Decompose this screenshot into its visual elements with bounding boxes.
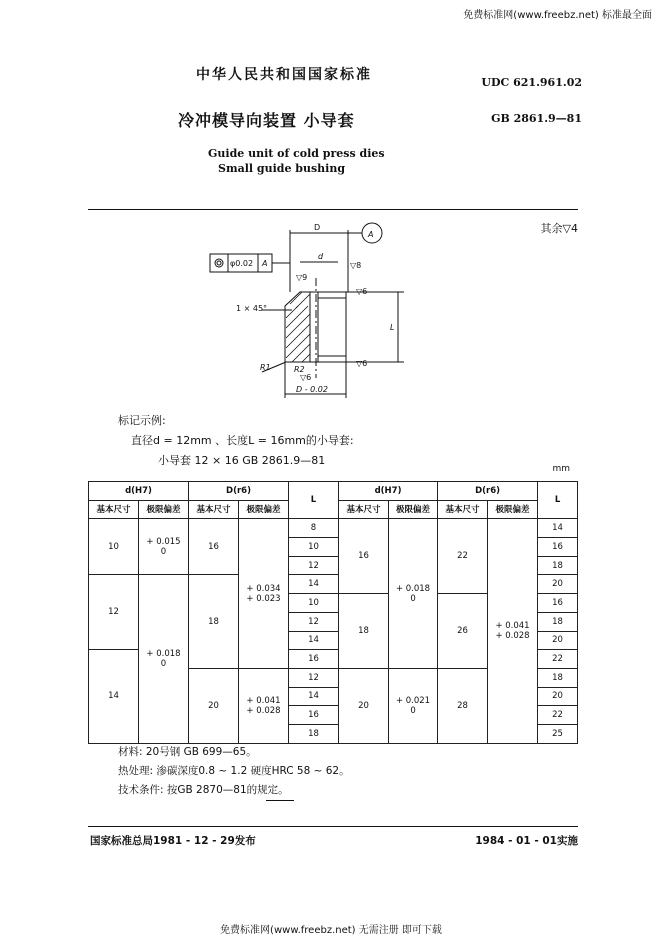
cell-L: 10	[289, 538, 339, 557]
page-title: 冷冲模导向装置 小导套	[178, 111, 355, 130]
sub-dev: 极限偏差	[239, 500, 289, 519]
dim-D: D	[314, 223, 321, 232]
cell-L-right: 20	[538, 575, 578, 594]
rough-6c: ▽6	[300, 373, 312, 382]
dim-L: L	[390, 323, 395, 332]
cell-L: 16	[289, 650, 339, 669]
cell-L-right: 18	[538, 556, 578, 575]
rough-8: ▽8	[350, 261, 362, 270]
marking-heading: 标记示例:	[118, 414, 166, 427]
cell-L: 14	[289, 687, 339, 706]
note-heat: 热处理: 渗碳深度0.8 ~ 1.2 硬度HRC 58 ~ 62。	[118, 765, 350, 777]
cell-D: 18	[189, 575, 239, 668]
gb-code: GB 2861.9—81	[491, 112, 582, 125]
spec-table	[88, 481, 578, 744]
footer-rule	[88, 826, 578, 827]
radius-R1: R1	[260, 363, 271, 372]
cell-L-right: 20	[538, 687, 578, 706]
title-en-2: Small guide bushing	[218, 162, 346, 175]
cell-L-right: 16	[538, 594, 578, 613]
cell-d: 10	[89, 519, 139, 575]
cell-L-right: 16	[538, 538, 578, 557]
notes-end-rule	[266, 800, 294, 801]
standard-org: 中华人民共和国国家标准	[196, 67, 372, 83]
sub-basic: 基本尺寸	[339, 500, 389, 519]
roughness-note: 其余▽4	[540, 222, 578, 235]
cell-d-dev: + 0.015 0	[139, 519, 189, 575]
top-banner: 免费标准网(www.freebz.net) 标准最全面	[463, 10, 652, 21]
sub-basic: 基本尺寸	[438, 500, 488, 519]
rough-9: ▽9	[296, 273, 308, 282]
rough-6: ▽6	[356, 287, 368, 296]
bottom-banner: 免费标准网(www.freebz.net) 无需注册 即可下载	[220, 925, 442, 936]
head-d-right: d(H7)	[339, 482, 438, 501]
cell-D: 16	[189, 519, 239, 575]
dim-d: d	[318, 252, 324, 261]
head-d: d(H7)	[89, 482, 189, 501]
cell-L: 12	[289, 668, 339, 687]
cell-L: 16	[289, 706, 339, 725]
cell-L-right: 20	[538, 631, 578, 650]
head-D-right: D(r6)	[438, 482, 538, 501]
cell-d-dev: + 0.018 0	[139, 575, 189, 743]
cell-d: 12	[89, 575, 139, 650]
tol-datum: A	[262, 259, 268, 268]
udc-code: UDC 621.961.02	[481, 76, 582, 89]
cell-D: 20	[189, 668, 239, 743]
cell-L: 14	[289, 575, 339, 594]
cell-L: 12	[289, 612, 339, 631]
effective-date: 1984 - 01 - 01实施	[475, 835, 578, 847]
cell-L: 18	[289, 724, 339, 743]
sub-basic: 基本尺寸	[189, 500, 239, 519]
unit-label: mm	[552, 464, 570, 474]
cell-D-right: 28	[438, 668, 488, 743]
issuer: 国家标准总局1981 - 12 - 29发布	[90, 835, 256, 847]
radius-R2: R2	[294, 365, 305, 374]
cell-D-right: 22	[438, 519, 488, 594]
sub-dev: 极限偏差	[139, 500, 189, 519]
cell-L-right: 25	[538, 724, 578, 743]
note-material: 材料: 20号钢 GB 699—65。	[118, 746, 257, 758]
cell-L-right: 18	[538, 612, 578, 631]
cell-D-right: 26	[438, 594, 488, 669]
sub-basic: 基本尺寸	[89, 500, 139, 519]
cell-L: 10	[289, 594, 339, 613]
cell-d-right: 18	[339, 594, 389, 669]
marking-code: 小导套 12 × 16 GB 2861.9—81	[158, 454, 326, 467]
cell-L: 14	[289, 631, 339, 650]
cell-d-right: 16	[339, 519, 389, 594]
head-D: D(r6)	[189, 482, 289, 501]
cell-D-dev-right: + 0.041 + 0.028	[488, 519, 538, 743]
marking-example: 直径d = 12mm 、长度L = 16mm的小导套:	[131, 434, 354, 447]
rough-6b: ▽6	[356, 359, 368, 368]
head-L-right: L	[538, 482, 578, 519]
cell-L-right: 22	[538, 650, 578, 669]
cell-D-dev: + 0.034 + 0.023	[239, 519, 289, 669]
head-L: L	[289, 482, 339, 519]
cell-L-right: 18	[538, 668, 578, 687]
tol-value: φ0.02	[230, 259, 254, 268]
cell-L-right: 14	[538, 519, 578, 538]
cell-d-dev-right: + 0.021 0	[389, 668, 438, 743]
cell-D-dev: + 0.041 + 0.028	[239, 668, 289, 743]
cell-d-right: 20	[339, 668, 389, 743]
note-tech: 技术条件: 按GB 2870—81的规定。	[118, 784, 289, 796]
sub-dev: 极限偏差	[488, 500, 538, 519]
dim-dia: D - 0.02	[296, 385, 328, 394]
cell-d-dev-right: + 0.018 0	[389, 519, 438, 669]
datum-A: A	[368, 230, 374, 239]
title-en-1: Guide unit of cold press dies	[208, 147, 385, 160]
chamfer-label: 1 × 45°	[236, 304, 268, 313]
cell-L-right: 22	[538, 706, 578, 725]
cell-L: 8	[289, 519, 339, 538]
sub-dev: 极限偏差	[389, 500, 438, 519]
cell-L: 12	[289, 556, 339, 575]
cell-d: 14	[89, 650, 139, 743]
